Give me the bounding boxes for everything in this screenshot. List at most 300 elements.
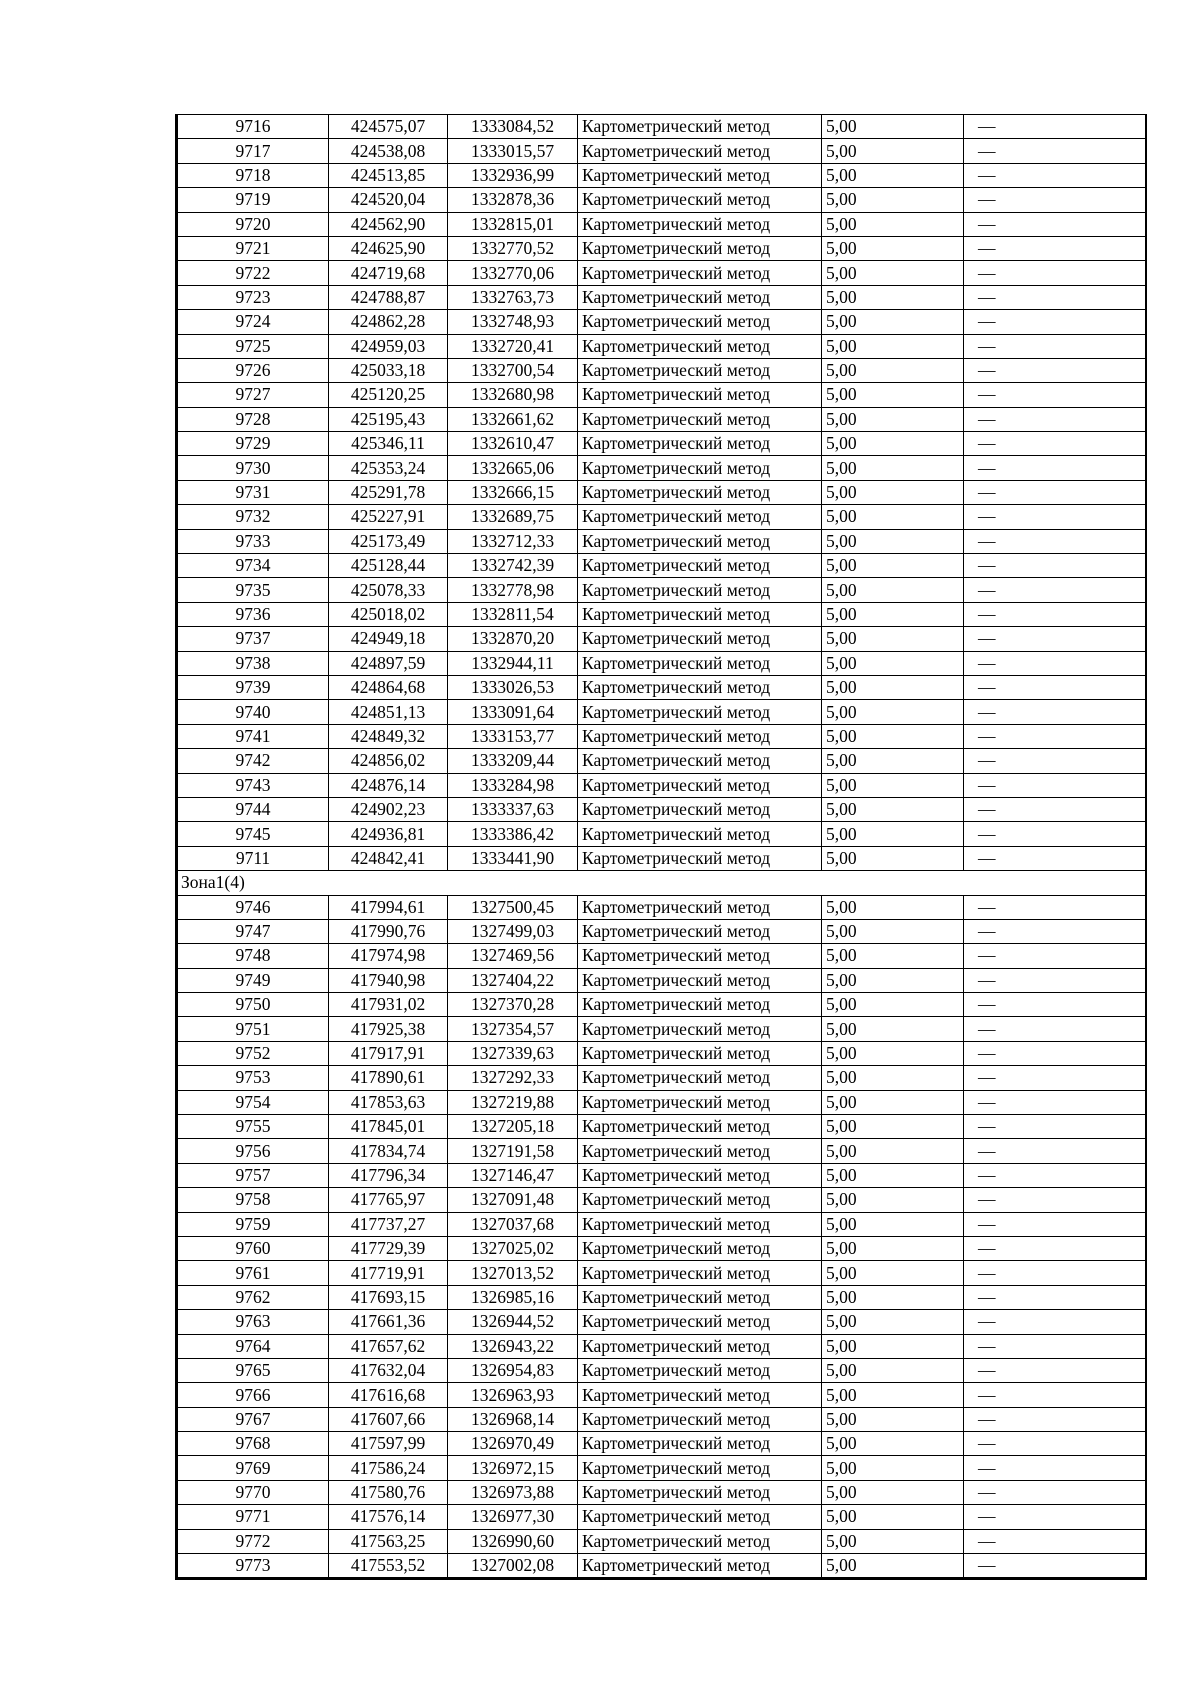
description-cell: — (964, 968, 1146, 992)
method-cell: Картометрический метод (578, 822, 822, 846)
y-coordinate-cell: 1333284,98 (448, 773, 578, 797)
accuracy-cell: 5,00 (822, 236, 964, 260)
point-number-cell: 9732 (178, 505, 329, 529)
point-number-cell: 9770 (178, 1480, 329, 1504)
point-number-cell: 9729 (178, 432, 329, 456)
accuracy-cell: 5,00 (822, 285, 964, 309)
method-cell: Картометрический метод (578, 358, 822, 382)
accuracy-cell: 5,00 (822, 432, 964, 456)
coordinates-table-frame (175, 114, 1147, 1580)
y-coordinate-cell: 1327500,45 (448, 895, 578, 919)
description-cell: — (964, 1261, 1146, 1285)
method-cell: Картометрический метод (578, 1115, 822, 1139)
x-coordinate-cell: 424719,68 (329, 261, 448, 285)
zone-header-row (178, 871, 1146, 895)
table-row (178, 724, 1146, 748)
method-cell: Картометрический метод (578, 480, 822, 504)
y-coordinate-cell: 1332763,73 (448, 285, 578, 309)
table-row (178, 627, 1146, 651)
x-coordinate-cell: 424849,32 (329, 724, 448, 748)
description-cell: — (964, 358, 1146, 382)
method-cell: Картометрический метод (578, 505, 822, 529)
x-coordinate-cell: 417940,98 (329, 968, 448, 992)
description-cell: — (964, 139, 1146, 163)
description-cell: — (964, 1432, 1146, 1456)
y-coordinate-cell: 1326973,88 (448, 1480, 578, 1504)
x-coordinate-cell: 424788,87 (329, 285, 448, 309)
description-cell: — (964, 310, 1146, 334)
accuracy-cell: 5,00 (822, 675, 964, 699)
x-coordinate-cell: 417607,66 (329, 1407, 448, 1431)
accuracy-cell: 5,00 (822, 480, 964, 504)
point-number-cell: 9766 (178, 1383, 329, 1407)
x-coordinate-cell: 417796,34 (329, 1163, 448, 1187)
table-row (178, 1383, 1146, 1407)
x-coordinate-cell: 417994,61 (329, 895, 448, 919)
accuracy-cell: 5,00 (822, 846, 964, 870)
method-cell: Картометрический метод (578, 895, 822, 919)
point-number-cell: 9722 (178, 261, 329, 285)
y-coordinate-cell: 1332815,01 (448, 212, 578, 236)
description-cell: — (964, 188, 1146, 212)
method-cell: Картометрический метод (578, 1261, 822, 1285)
point-number-cell: 9720 (178, 212, 329, 236)
y-coordinate-cell: 1327469,56 (448, 944, 578, 968)
point-number-cell: 9725 (178, 334, 329, 358)
y-coordinate-cell: 1333026,53 (448, 675, 578, 699)
point-number-cell: 9757 (178, 1163, 329, 1187)
point-number-cell: 9761 (178, 1261, 329, 1285)
description-cell: — (964, 627, 1146, 651)
y-coordinate-cell: 1326972,15 (448, 1456, 578, 1480)
y-coordinate-cell: 1332748,93 (448, 310, 578, 334)
point-number-cell: 9726 (178, 358, 329, 382)
x-coordinate-cell: 425078,33 (329, 578, 448, 602)
accuracy-cell: 5,00 (822, 1407, 964, 1431)
description-cell: — (964, 846, 1146, 870)
point-number-cell: 9762 (178, 1285, 329, 1309)
description-cell: — (964, 236, 1146, 260)
point-number-cell: 9751 (178, 1017, 329, 1041)
x-coordinate-cell: 424936,81 (329, 822, 448, 846)
description-cell: — (964, 919, 1146, 943)
point-number-cell: 9718 (178, 163, 329, 187)
table-row (178, 1163, 1146, 1187)
x-coordinate-cell: 417693,15 (329, 1285, 448, 1309)
y-coordinate-cell: 1332610,47 (448, 432, 578, 456)
description-cell: — (964, 822, 1146, 846)
method-cell: Картометрический метод (578, 456, 822, 480)
accuracy-cell: 5,00 (822, 1505, 964, 1529)
y-coordinate-cell: 1327404,22 (448, 968, 578, 992)
method-cell: Картометрический метод (578, 163, 822, 187)
method-cell: Картометрический метод (578, 797, 822, 821)
description-cell: — (964, 1163, 1146, 1187)
accuracy-cell: 5,00 (822, 578, 964, 602)
y-coordinate-cell: 1332680,98 (448, 383, 578, 407)
method-cell: Картометрический метод (578, 554, 822, 578)
point-number-cell: 9716 (178, 115, 329, 139)
accuracy-cell: 5,00 (822, 1261, 964, 1285)
x-coordinate-cell: 424864,68 (329, 675, 448, 699)
accuracy-cell: 5,00 (822, 334, 964, 358)
x-coordinate-cell: 417737,27 (329, 1212, 448, 1236)
y-coordinate-cell: 1327292,33 (448, 1066, 578, 1090)
point-number-cell: 9717 (178, 139, 329, 163)
y-coordinate-cell: 1332870,20 (448, 627, 578, 651)
table-row (178, 1066, 1146, 1090)
method-cell: Картометрический метод (578, 529, 822, 553)
method-cell: Картометрический метод (578, 1554, 822, 1578)
table-row (178, 1236, 1146, 1260)
point-number-cell: 9747 (178, 919, 329, 943)
x-coordinate-cell: 424897,59 (329, 651, 448, 675)
x-coordinate-cell: 424876,14 (329, 773, 448, 797)
x-coordinate-cell: 424575,07 (329, 115, 448, 139)
point-number-cell: 9749 (178, 968, 329, 992)
table-row (178, 358, 1146, 382)
description-cell: — (964, 529, 1146, 553)
y-coordinate-cell: 1332666,15 (448, 480, 578, 504)
method-cell: Картометрический метод (578, 188, 822, 212)
accuracy-cell: 5,00 (822, 700, 964, 724)
table-row (178, 651, 1146, 675)
point-number-cell: 9773 (178, 1554, 329, 1578)
method-cell: Картометрический метод (578, 602, 822, 626)
x-coordinate-cell: 425227,91 (329, 505, 448, 529)
y-coordinate-cell: 1333084,52 (448, 115, 578, 139)
x-coordinate-cell: 417616,68 (329, 1383, 448, 1407)
point-number-cell: 9754 (178, 1090, 329, 1114)
point-number-cell: 9742 (178, 749, 329, 773)
accuracy-cell: 5,00 (822, 993, 964, 1017)
method-cell: Картометрический метод (578, 1041, 822, 1065)
x-coordinate-cell: 417890,61 (329, 1066, 448, 1090)
y-coordinate-cell: 1332689,75 (448, 505, 578, 529)
table-row (178, 846, 1146, 870)
description-cell: — (964, 993, 1146, 1017)
table-row (178, 895, 1146, 919)
point-number-cell: 9753 (178, 1066, 329, 1090)
description-cell: — (964, 1358, 1146, 1382)
method-cell: Картометрический метод (578, 1310, 822, 1334)
x-coordinate-cell: 424851,13 (329, 700, 448, 724)
point-number-cell: 9736 (178, 602, 329, 626)
y-coordinate-cell: 1333015,57 (448, 139, 578, 163)
point-number-cell: 9767 (178, 1407, 329, 1431)
method-cell: Картометрический метод (578, 919, 822, 943)
x-coordinate-cell: 425346,11 (329, 432, 448, 456)
table-row (178, 407, 1146, 431)
table-row (178, 310, 1146, 334)
description-cell: — (964, 1188, 1146, 1212)
accuracy-cell: 5,00 (822, 1066, 964, 1090)
point-number-cell: 9744 (178, 797, 329, 821)
method-cell: Картометрический метод (578, 724, 822, 748)
accuracy-cell: 5,00 (822, 968, 964, 992)
accuracy-cell: 5,00 (822, 724, 964, 748)
description-cell: — (964, 1407, 1146, 1431)
description-cell: — (964, 212, 1146, 236)
y-coordinate-cell: 1326970,49 (448, 1432, 578, 1456)
method-cell: Картометрический метод (578, 1383, 822, 1407)
description-cell: — (964, 1090, 1146, 1114)
y-coordinate-cell: 1332878,36 (448, 188, 578, 212)
table-row (178, 822, 1146, 846)
table-row (178, 1407, 1146, 1431)
point-number-cell: 9765 (178, 1358, 329, 1382)
x-coordinate-cell: 417586,24 (329, 1456, 448, 1480)
description-cell: — (964, 749, 1146, 773)
accuracy-cell: 5,00 (822, 261, 964, 285)
description-cell: — (964, 1480, 1146, 1504)
x-coordinate-cell: 425128,44 (329, 554, 448, 578)
method-cell: Картометрический метод (578, 1529, 822, 1553)
x-coordinate-cell: 424842,41 (329, 846, 448, 870)
x-coordinate-cell: 425018,02 (329, 602, 448, 626)
y-coordinate-cell: 1327002,08 (448, 1554, 578, 1578)
x-coordinate-cell: 417931,02 (329, 993, 448, 1017)
description-cell: — (964, 480, 1146, 504)
y-coordinate-cell: 1327339,63 (448, 1041, 578, 1065)
x-coordinate-cell: 424625,90 (329, 236, 448, 260)
accuracy-cell: 5,00 (822, 383, 964, 407)
accuracy-cell: 5,00 (822, 407, 964, 431)
point-number-cell: 9769 (178, 1456, 329, 1480)
method-cell: Картометрический метод (578, 1017, 822, 1041)
table-row (178, 578, 1146, 602)
x-coordinate-cell: 417765,97 (329, 1188, 448, 1212)
x-coordinate-cell: 424562,90 (329, 212, 448, 236)
x-coordinate-cell: 417853,63 (329, 1090, 448, 1114)
y-coordinate-cell: 1332712,33 (448, 529, 578, 553)
method-cell: Картометрический метод (578, 310, 822, 334)
method-cell: Картометрический метод (578, 1188, 822, 1212)
y-coordinate-cell: 1333209,44 (448, 749, 578, 773)
table-row (178, 749, 1146, 773)
table-row (178, 968, 1146, 992)
table-row (178, 261, 1146, 285)
table-row (178, 529, 1146, 553)
zone-label: Зона1(4) (178, 871, 1146, 895)
table-row (178, 944, 1146, 968)
x-coordinate-cell: 424959,03 (329, 334, 448, 358)
accuracy-cell: 5,00 (822, 1529, 964, 1553)
method-cell: Картометрический метод (578, 1139, 822, 1163)
point-number-cell: 9763 (178, 1310, 329, 1334)
method-cell: Картометрический метод (578, 578, 822, 602)
accuracy-cell: 5,00 (822, 1334, 964, 1358)
method-cell: Картометрический метод (578, 212, 822, 236)
method-cell: Картометрический метод (578, 1407, 822, 1431)
method-cell: Картометрический метод (578, 1285, 822, 1309)
x-coordinate-cell: 417834,74 (329, 1139, 448, 1163)
point-number-cell: 9750 (178, 993, 329, 1017)
method-cell: Картометрический метод (578, 1236, 822, 1260)
description-cell: — (964, 1505, 1146, 1529)
point-number-cell: 9730 (178, 456, 329, 480)
description-cell: — (964, 1017, 1146, 1041)
method-cell: Картометрический метод (578, 115, 822, 139)
y-coordinate-cell: 1326990,60 (448, 1529, 578, 1553)
accuracy-cell: 5,00 (822, 188, 964, 212)
accuracy-cell: 5,00 (822, 1188, 964, 1212)
method-cell: Картометрический метод (578, 700, 822, 724)
accuracy-cell: 5,00 (822, 1017, 964, 1041)
point-number-cell: 9719 (178, 188, 329, 212)
accuracy-cell: 5,00 (822, 1236, 964, 1260)
point-number-cell: 9764 (178, 1334, 329, 1358)
point-number-cell: 9772 (178, 1529, 329, 1553)
accuracy-cell: 5,00 (822, 919, 964, 943)
table-row (178, 700, 1146, 724)
method-cell: Картометрический метод (578, 407, 822, 431)
table-row (178, 1554, 1146, 1578)
method-cell: Картометрический метод (578, 627, 822, 651)
accuracy-cell: 5,00 (822, 505, 964, 529)
point-number-cell: 9771 (178, 1505, 329, 1529)
method-cell: Картометрический метод (578, 383, 822, 407)
table-row (178, 1334, 1146, 1358)
description-cell: — (964, 261, 1146, 285)
x-coordinate-cell: 417661,36 (329, 1310, 448, 1334)
accuracy-cell: 5,00 (822, 1480, 964, 1504)
x-coordinate-cell: 417580,76 (329, 1480, 448, 1504)
coordinates-table-body (178, 115, 1146, 1578)
method-cell: Картометрический метод (578, 236, 822, 260)
description-cell: — (964, 285, 1146, 309)
accuracy-cell: 5,00 (822, 115, 964, 139)
accuracy-cell: 5,00 (822, 651, 964, 675)
point-number-cell: 9745 (178, 822, 329, 846)
accuracy-cell: 5,00 (822, 1383, 964, 1407)
description-cell: — (964, 1554, 1146, 1578)
accuracy-cell: 5,00 (822, 822, 964, 846)
description-cell: — (964, 1334, 1146, 1358)
description-cell: — (964, 797, 1146, 821)
table-row (178, 993, 1146, 1017)
table-row (178, 1505, 1146, 1529)
description-cell: — (964, 1041, 1146, 1065)
table-row (178, 1456, 1146, 1480)
point-number-cell: 9735 (178, 578, 329, 602)
method-cell: Картометрический метод (578, 1212, 822, 1236)
description-cell: — (964, 944, 1146, 968)
method-cell: Картометрический метод (578, 1432, 822, 1456)
point-number-cell: 9733 (178, 529, 329, 553)
table-row (178, 163, 1146, 187)
x-coordinate-cell: 424538,08 (329, 139, 448, 163)
accuracy-cell: 5,00 (822, 1041, 964, 1065)
x-coordinate-cell: 425120,25 (329, 383, 448, 407)
description-cell: — (964, 1139, 1146, 1163)
description-cell: — (964, 1285, 1146, 1309)
x-coordinate-cell: 424513,85 (329, 163, 448, 187)
method-cell: Картометрический метод (578, 675, 822, 699)
y-coordinate-cell: 1333386,42 (448, 822, 578, 846)
table-row (178, 1041, 1146, 1065)
x-coordinate-cell: 417657,62 (329, 1334, 448, 1358)
x-coordinate-cell: 417925,38 (329, 1017, 448, 1041)
table-row (178, 1261, 1146, 1285)
description-cell: — (964, 1066, 1146, 1090)
y-coordinate-cell: 1327191,58 (448, 1139, 578, 1163)
method-cell: Картометрический метод (578, 285, 822, 309)
table-row (178, 188, 1146, 212)
method-cell: Картометрический метод (578, 944, 822, 968)
point-number-cell: 9739 (178, 675, 329, 699)
point-number-cell: 9741 (178, 724, 329, 748)
table-row (178, 139, 1146, 163)
point-number-cell: 9723 (178, 285, 329, 309)
x-coordinate-cell: 424949,18 (329, 627, 448, 651)
table-row (178, 1090, 1146, 1114)
table-row (178, 554, 1146, 578)
point-number-cell: 9727 (178, 383, 329, 407)
x-coordinate-cell: 424520,04 (329, 188, 448, 212)
table-row (178, 1017, 1146, 1041)
accuracy-cell: 5,00 (822, 944, 964, 968)
y-coordinate-cell: 1326944,52 (448, 1310, 578, 1334)
x-coordinate-cell: 417845,01 (329, 1115, 448, 1139)
accuracy-cell: 5,00 (822, 1432, 964, 1456)
y-coordinate-cell: 1332944,11 (448, 651, 578, 675)
y-coordinate-cell: 1327219,88 (448, 1090, 578, 1114)
accuracy-cell: 5,00 (822, 1090, 964, 1114)
point-number-cell: 9724 (178, 310, 329, 334)
point-number-cell: 9752 (178, 1041, 329, 1065)
y-coordinate-cell: 1332661,62 (448, 407, 578, 431)
point-number-cell: 9731 (178, 480, 329, 504)
y-coordinate-cell: 1333153,77 (448, 724, 578, 748)
x-coordinate-cell: 417990,76 (329, 919, 448, 943)
point-number-cell: 9746 (178, 895, 329, 919)
x-coordinate-cell: 425033,18 (329, 358, 448, 382)
description-cell: — (964, 407, 1146, 431)
accuracy-cell: 5,00 (822, 1212, 964, 1236)
y-coordinate-cell: 1327370,28 (448, 993, 578, 1017)
description-cell: — (964, 1383, 1146, 1407)
y-coordinate-cell: 1327354,57 (448, 1017, 578, 1041)
x-coordinate-cell: 424856,02 (329, 749, 448, 773)
x-coordinate-cell: 417729,39 (329, 1236, 448, 1260)
y-coordinate-cell: 1326963,93 (448, 1383, 578, 1407)
y-coordinate-cell: 1332936,99 (448, 163, 578, 187)
description-cell: — (964, 1236, 1146, 1260)
description-cell: — (964, 1212, 1146, 1236)
table-row (178, 1480, 1146, 1504)
accuracy-cell: 5,00 (822, 1163, 964, 1187)
method-cell: Картометрический метод (578, 968, 822, 992)
point-number-cell: 9768 (178, 1432, 329, 1456)
method-cell: Картометрический метод (578, 1358, 822, 1382)
method-cell: Картометрический метод (578, 1163, 822, 1187)
method-cell: Картометрический метод (578, 1066, 822, 1090)
description-cell: — (964, 675, 1146, 699)
method-cell: Картометрический метод (578, 993, 822, 1017)
point-number-cell: 9758 (178, 1188, 329, 1212)
y-coordinate-cell: 1327146,47 (448, 1163, 578, 1187)
accuracy-cell: 5,00 (822, 310, 964, 334)
x-coordinate-cell: 417632,04 (329, 1358, 448, 1382)
table-row (178, 797, 1146, 821)
x-coordinate-cell: 425195,43 (329, 407, 448, 431)
accuracy-cell: 5,00 (822, 1358, 964, 1382)
accuracy-cell: 5,00 (822, 139, 964, 163)
y-coordinate-cell: 1333091,64 (448, 700, 578, 724)
x-coordinate-cell: 424862,28 (329, 310, 448, 334)
description-cell: — (964, 895, 1146, 919)
